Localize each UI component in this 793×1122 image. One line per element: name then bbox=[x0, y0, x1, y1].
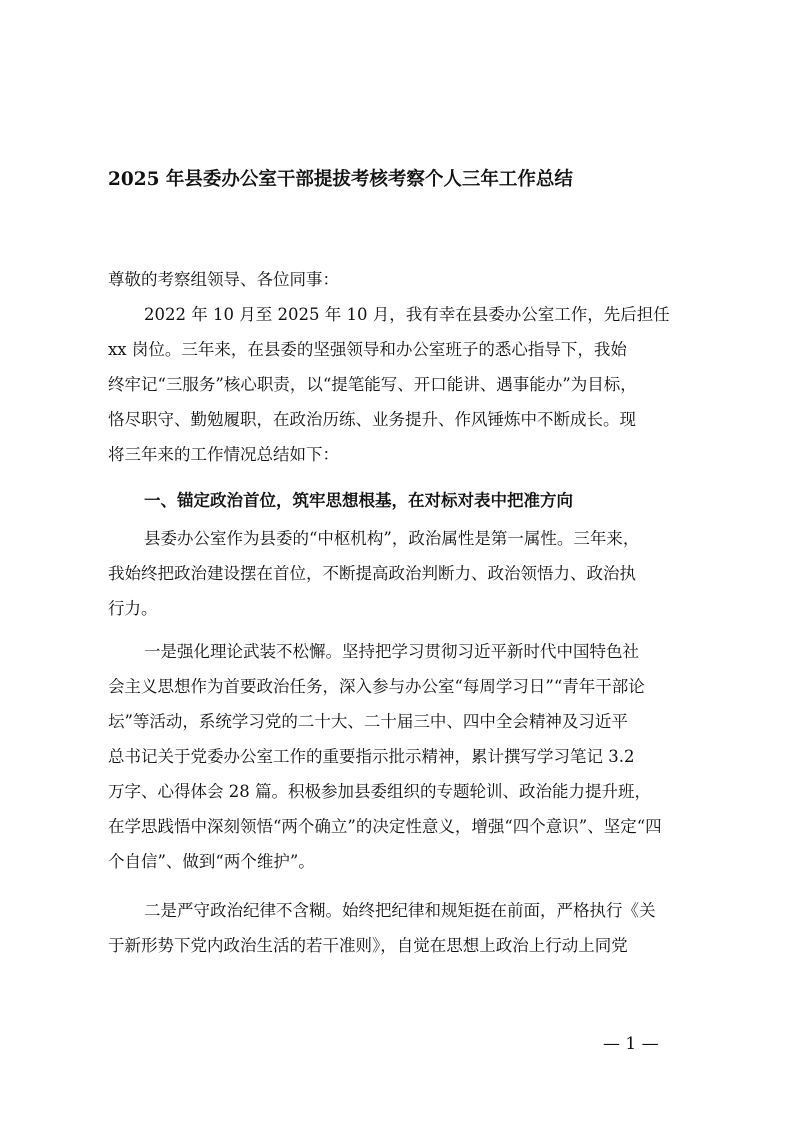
point-1-line-1: 一是强化理论武装不松懈。坚持把学习贯彻习近平新时代中国特色社 bbox=[144, 642, 639, 661]
section-1-heading: 一、锚定政治首位，筑牢思想根基，在对标对表中把准方向 bbox=[144, 491, 573, 510]
salutation bbox=[108, 262, 688, 297]
point-2-line-1: 二是严守政治纪律不含糊。始终把纪律和规矩挺在前面，严格执行《关 bbox=[144, 901, 656, 920]
section-1-heading-block bbox=[108, 483, 688, 518]
point-2-paragraph bbox=[108, 893, 688, 963]
section-1-intro-line-3: 行力。 bbox=[108, 599, 158, 618]
point-1-line-6: 在学思践悟中深刻领悟“两个确立”的决定性意义，增强“四个意识”、坚定“四 bbox=[108, 817, 662, 836]
point-1-line-4: 总书记关于党委办公室工作的重要指示批示精神，累计撰写学习笔记 3.2 bbox=[108, 747, 635, 766]
section-1-intro-line-1: 县委办公室作为县委的“中枢机构”，政治属性是第一属性。三年来， bbox=[144, 529, 640, 548]
intro-line-5: 将三年来的工作情况总结如下： bbox=[108, 445, 339, 464]
intro-paragraph bbox=[108, 297, 688, 472]
point-2-line-2: 于新形势下党内政治生活的若干准则》，自觉在思想上政治上行动上同党 bbox=[108, 936, 628, 955]
section-1-intro-paragraph bbox=[108, 521, 688, 626]
point-1-line-5: 万字、心得体会 28 篇。积极参加县委组织的专题轮训、政治能力提升班， bbox=[108, 782, 651, 801]
intro-line-4: 恪尽职守、勤勉履职，在政治历练、业务提升、作风锤炼中不断成长。现 bbox=[108, 410, 636, 429]
intro-line-2: xx 岗位。三年来，在县委的坚强领导和办公室班子的悉心指导下，我始 bbox=[108, 340, 627, 359]
page-number: — 1 — bbox=[603, 1034, 659, 1054]
point-1-line-3: 坛”等活动，系统学习党的二十大、二十届三中、四中全会精神及习近平 bbox=[108, 712, 628, 731]
intro-line-3: 终牢记“三服务”核心职责，以“提笔能写、开口能讲、遇事能办”为目标， bbox=[108, 375, 637, 394]
point-1-line-7: 个自信”、做到“两个维护”。 bbox=[108, 852, 315, 871]
point-1-paragraph bbox=[108, 634, 688, 879]
document-title: 2025 年县委办公室干部提拔考核考察个人三年工作总结 bbox=[108, 169, 573, 190]
salutation-line: 尊敬的考察组领导、各位同事： bbox=[108, 270, 339, 289]
intro-line-1: 2022 年 10 月至 2025 年 10 月，我有幸在县委办公室工作，先后担任 bbox=[144, 305, 670, 324]
point-1-line-2: 会主义思想作为首要政治任务，深入参与办公室“每周学习日”“青年干部论 bbox=[108, 677, 645, 696]
section-1-intro-line-2: 我始终把政治建设摆在首位，不断提高政治判断力、政治领悟力、政治执 bbox=[108, 564, 636, 583]
